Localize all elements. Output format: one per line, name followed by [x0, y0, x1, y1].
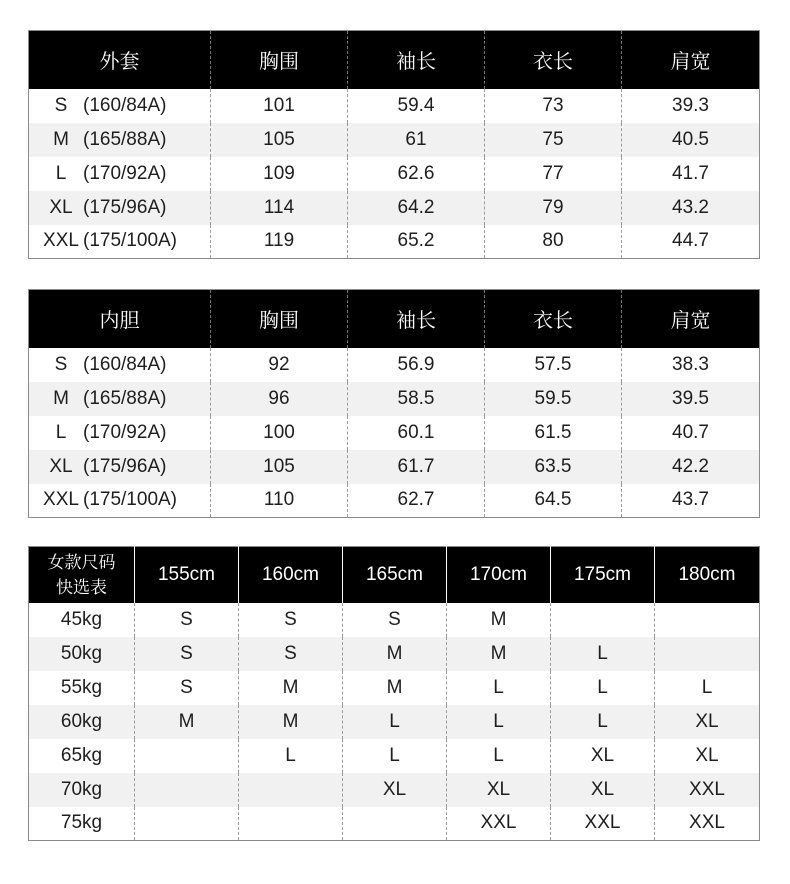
length-value: 80: [485, 225, 622, 259]
size-cell: [135, 807, 239, 841]
size-cell: [135, 773, 239, 807]
height-header: 155cm: [135, 547, 239, 603]
sleeve-value: 64.2: [348, 191, 485, 225]
size-name: S: [54, 94, 68, 116]
inner-size-table: [28, 289, 760, 518]
size-name: XL: [49, 196, 73, 218]
size-label-cell: [29, 416, 211, 450]
outer-header-shoulder: 肩宽: [622, 31, 760, 89]
size-cell: XXL: [447, 807, 551, 841]
weight-label: 75kg: [29, 807, 135, 841]
size-cell: [239, 807, 343, 841]
length-value: 75: [485, 123, 622, 157]
size-label-cell: [29, 225, 211, 259]
table-row: [29, 191, 760, 225]
shoulder-value: 40.5: [622, 123, 760, 157]
shoulder-value: 38.3: [622, 348, 760, 382]
sleeve-value: 61.7: [348, 450, 485, 484]
size-code: (175/100A): [83, 489, 178, 511]
shoulder-value: 42.2: [622, 450, 760, 484]
chest-value: 92: [211, 348, 348, 382]
length-value: 73: [485, 89, 622, 123]
size-cell: [239, 773, 343, 807]
height-header: 165cm: [343, 547, 447, 603]
size-cell: [135, 739, 239, 773]
table-row: [29, 382, 760, 416]
size-label-cell: [29, 157, 211, 191]
table-row: [29, 348, 760, 382]
size-cell: M: [135, 705, 239, 739]
chest-value: 109: [211, 157, 348, 191]
size-cell: XL: [655, 739, 760, 773]
length-value: 77: [485, 157, 622, 191]
length-value: 57.5: [485, 348, 622, 382]
shoulder-value: 41.7: [622, 157, 760, 191]
quick-header-row: [29, 547, 760, 603]
size-cell: XL: [551, 739, 655, 773]
chest-value: 114: [211, 191, 348, 225]
height-header: 180cm: [655, 547, 760, 603]
quick-table-title: [29, 547, 135, 603]
size-cell: L: [551, 671, 655, 705]
length-value: 61.5: [485, 416, 622, 450]
chest-value: 105: [211, 450, 348, 484]
size-cell: L: [551, 637, 655, 671]
chest-value: 105: [211, 123, 348, 157]
table-row: [29, 807, 760, 841]
size-cell: M: [447, 637, 551, 671]
size-cell: S: [343, 603, 447, 637]
size-cell: L: [447, 739, 551, 773]
weight-label: 55kg: [29, 671, 135, 705]
size-code: (165/88A): [83, 387, 167, 409]
table-row: [29, 671, 760, 705]
size-cell: XXL: [655, 807, 760, 841]
length-value: 63.5: [485, 450, 622, 484]
size-name: XXL: [43, 489, 79, 511]
shoulder-value: 40.7: [622, 416, 760, 450]
sleeve-value: 65.2: [348, 225, 485, 259]
size-cell: M: [343, 637, 447, 671]
sleeve-value: 56.9: [348, 348, 485, 382]
inner-header-garment: 内胆: [29, 290, 211, 348]
table-row: [29, 89, 760, 123]
length-value: 59.5: [485, 382, 622, 416]
table-row: [29, 603, 760, 637]
inner-header-sleeve: 袖长: [348, 290, 485, 348]
size-cell: XL: [343, 773, 447, 807]
sleeve-value: 59.4: [348, 89, 485, 123]
sleeve-value: 60.1: [348, 416, 485, 450]
table-row: [29, 123, 760, 157]
outer-header-row: [29, 31, 760, 89]
size-cell: XXL: [655, 773, 760, 807]
weight-label: 65kg: [29, 739, 135, 773]
size-cell: S: [135, 671, 239, 705]
size-label-cell: [29, 191, 211, 225]
chest-value: 110: [211, 484, 348, 518]
size-code: (175/96A): [83, 196, 167, 218]
size-cell: S: [239, 603, 343, 637]
size-code: (160/84A): [83, 94, 167, 116]
size-label-cell: [29, 123, 211, 157]
inner-header-shoulder: 肩宽: [622, 290, 760, 348]
table-row: [29, 225, 760, 259]
size-code: (170/92A): [83, 162, 167, 184]
weight-label: 70kg: [29, 773, 135, 807]
inner-header-row: [29, 290, 760, 348]
size-code: (175/100A): [83, 230, 178, 252]
size-cell: [551, 603, 655, 637]
size-cell: M: [239, 705, 343, 739]
size-label-cell: [29, 484, 211, 518]
weight-label: 50kg: [29, 637, 135, 671]
weight-label: 60kg: [29, 705, 135, 739]
size-name: S: [54, 353, 68, 375]
size-name: L: [55, 162, 67, 184]
size-cell: M: [239, 671, 343, 705]
quick-title-line2: 快选表: [56, 577, 107, 597]
table-row: [29, 416, 760, 450]
chest-value: 100: [211, 416, 348, 450]
table-row: [29, 484, 760, 518]
size-cell: L: [239, 739, 343, 773]
size-label-cell: [29, 382, 211, 416]
outer-header-sleeve: 袖长: [348, 31, 485, 89]
size-cell: [343, 807, 447, 841]
chest-value: 101: [211, 89, 348, 123]
size-cell: M: [343, 671, 447, 705]
size-cell: XXL: [551, 807, 655, 841]
height-header: 170cm: [447, 547, 551, 603]
shoulder-value: 44.7: [622, 225, 760, 259]
length-value: 79: [485, 191, 622, 225]
size-cell: S: [135, 603, 239, 637]
sleeve-value: 58.5: [348, 382, 485, 416]
size-cell: L: [447, 705, 551, 739]
height-header: 160cm: [239, 547, 343, 603]
length-value: 64.5: [485, 484, 622, 518]
quick-title-line1: 女款尺码: [47, 552, 116, 572]
shoulder-value: 43.7: [622, 484, 760, 518]
shoulder-value: 39.5: [622, 382, 760, 416]
size-cell: S: [239, 637, 343, 671]
size-cell: L: [655, 671, 760, 705]
size-cell: S: [135, 637, 239, 671]
size-name: M: [53, 128, 69, 150]
table-row: [29, 450, 760, 484]
size-cell: XL: [655, 705, 760, 739]
sleeve-value: 62.6: [348, 157, 485, 191]
shoulder-value: 39.3: [622, 89, 760, 123]
sleeve-value: 62.7: [348, 484, 485, 518]
size-name: XL: [49, 455, 73, 477]
size-cell: L: [447, 671, 551, 705]
size-label-cell: [29, 348, 211, 382]
size-cell: [655, 603, 760, 637]
table-row: [29, 637, 760, 671]
quick-size-table: [28, 546, 760, 841]
size-name: M: [53, 387, 69, 409]
size-code: (160/84A): [83, 353, 167, 375]
outer-size-table: [28, 30, 760, 259]
size-name: XXL: [43, 230, 79, 252]
size-cell: [655, 637, 760, 671]
outer-header-garment: 外套: [29, 31, 211, 89]
size-cell: XL: [447, 773, 551, 807]
size-code: (165/88A): [83, 128, 167, 150]
weight-label: 45kg: [29, 603, 135, 637]
size-cell: M: [447, 603, 551, 637]
height-header: 175cm: [551, 547, 655, 603]
sleeve-value: 61: [348, 123, 485, 157]
chest-value: 119: [211, 225, 348, 259]
inner-header-chest: 胸围: [211, 290, 348, 348]
size-cell: L: [551, 705, 655, 739]
shoulder-value: 43.2: [622, 191, 760, 225]
size-code: (170/92A): [83, 421, 167, 443]
chest-value: 96: [211, 382, 348, 416]
size-label-cell: [29, 450, 211, 484]
size-cell: XL: [551, 773, 655, 807]
outer-header-length: 衣长: [485, 31, 622, 89]
size-cell: L: [343, 705, 447, 739]
size-label-cell: [29, 89, 211, 123]
table-row: [29, 705, 760, 739]
outer-header-chest: 胸围: [211, 31, 348, 89]
table-row: [29, 739, 760, 773]
size-cell: L: [343, 739, 447, 773]
inner-header-length: 衣长: [485, 290, 622, 348]
table-row: [29, 773, 760, 807]
size-name: L: [55, 421, 67, 443]
size-code: (175/96A): [83, 455, 167, 477]
table-row: [29, 157, 760, 191]
